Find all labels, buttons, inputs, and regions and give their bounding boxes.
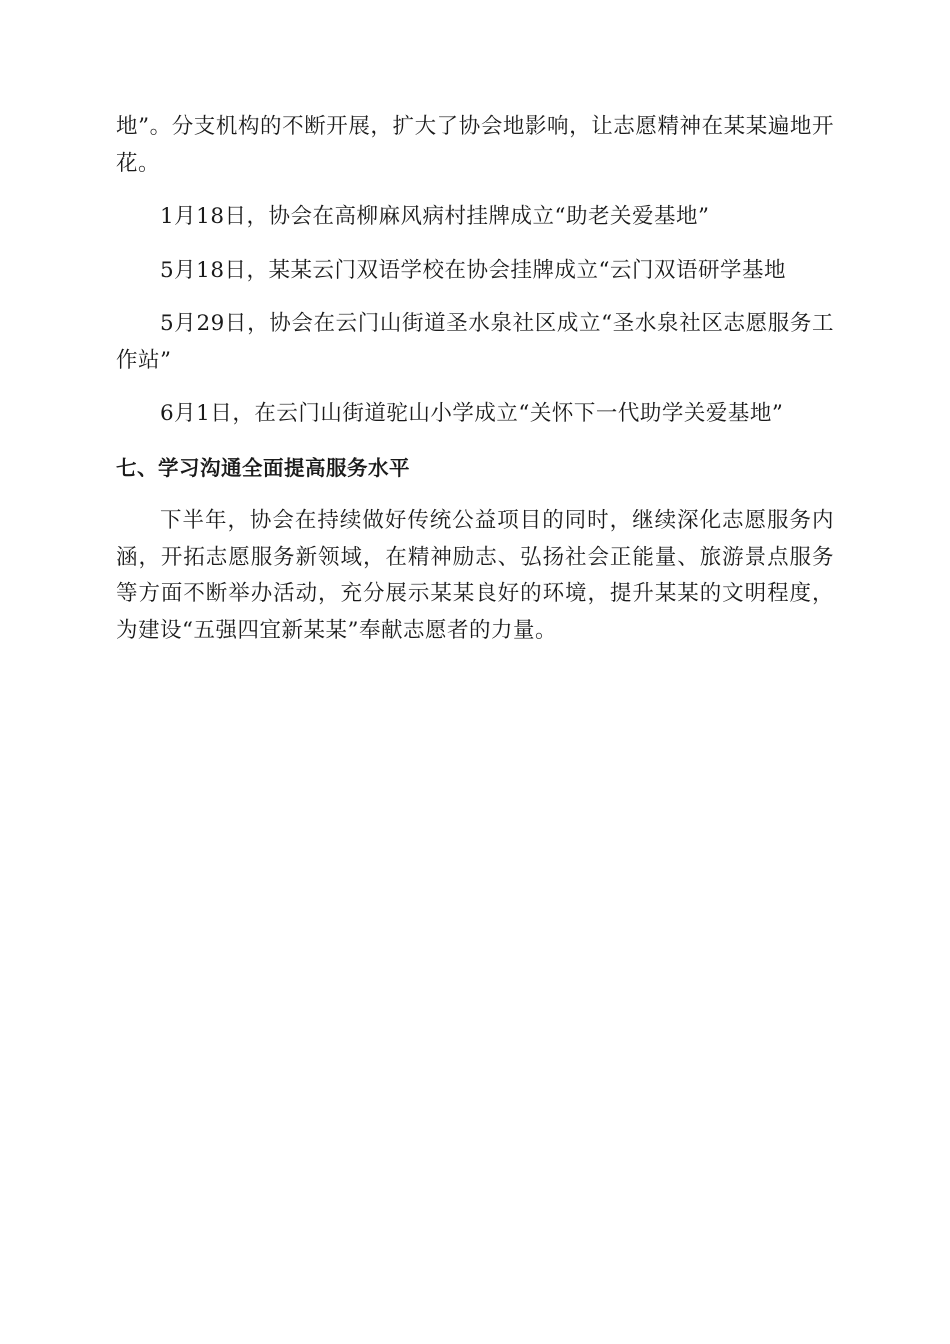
section-heading: 七、学习沟通全面提高服务水平 <box>116 455 410 480</box>
document-body <box>116 109 834 649</box>
paragraph-may-29: 5月29日，协会在云门山街道圣水泉社区成立“圣水泉社区志愿服务工作站” <box>116 311 834 373</box>
paragraph-continuation: 地”。分支机构的不断开展，扩大了协会地影响，让志愿精神在某某遍地开花。 <box>116 114 834 176</box>
paragraph-jun-1: 6月1日，在云门山街道驼山小学成立“关怀下一代助学关爱基地” <box>160 401 784 426</box>
paragraph-jan-18: 1月18日，协会在高柳麻风病村挂牌成立“助老关爱基地” <box>160 204 710 229</box>
paragraph-second-half: 下半年，协会在持续做好传统公益项目的同时，继续深化志愿服务内涵，开拓志愿服务新领域，在精神励志、弘扬社会正能量、旅游景点服务等方面不断举办活动，充分展示某某良好的环境，提升某某的文明程度，为建设“五强四宜新某某”奉献志愿者的力量。 <box>116 508 834 643</box>
paragraph-may-18: 5月18日，某某云门双语学校在协会挂牌成立“云门双语研学基地 <box>160 257 787 283</box>
